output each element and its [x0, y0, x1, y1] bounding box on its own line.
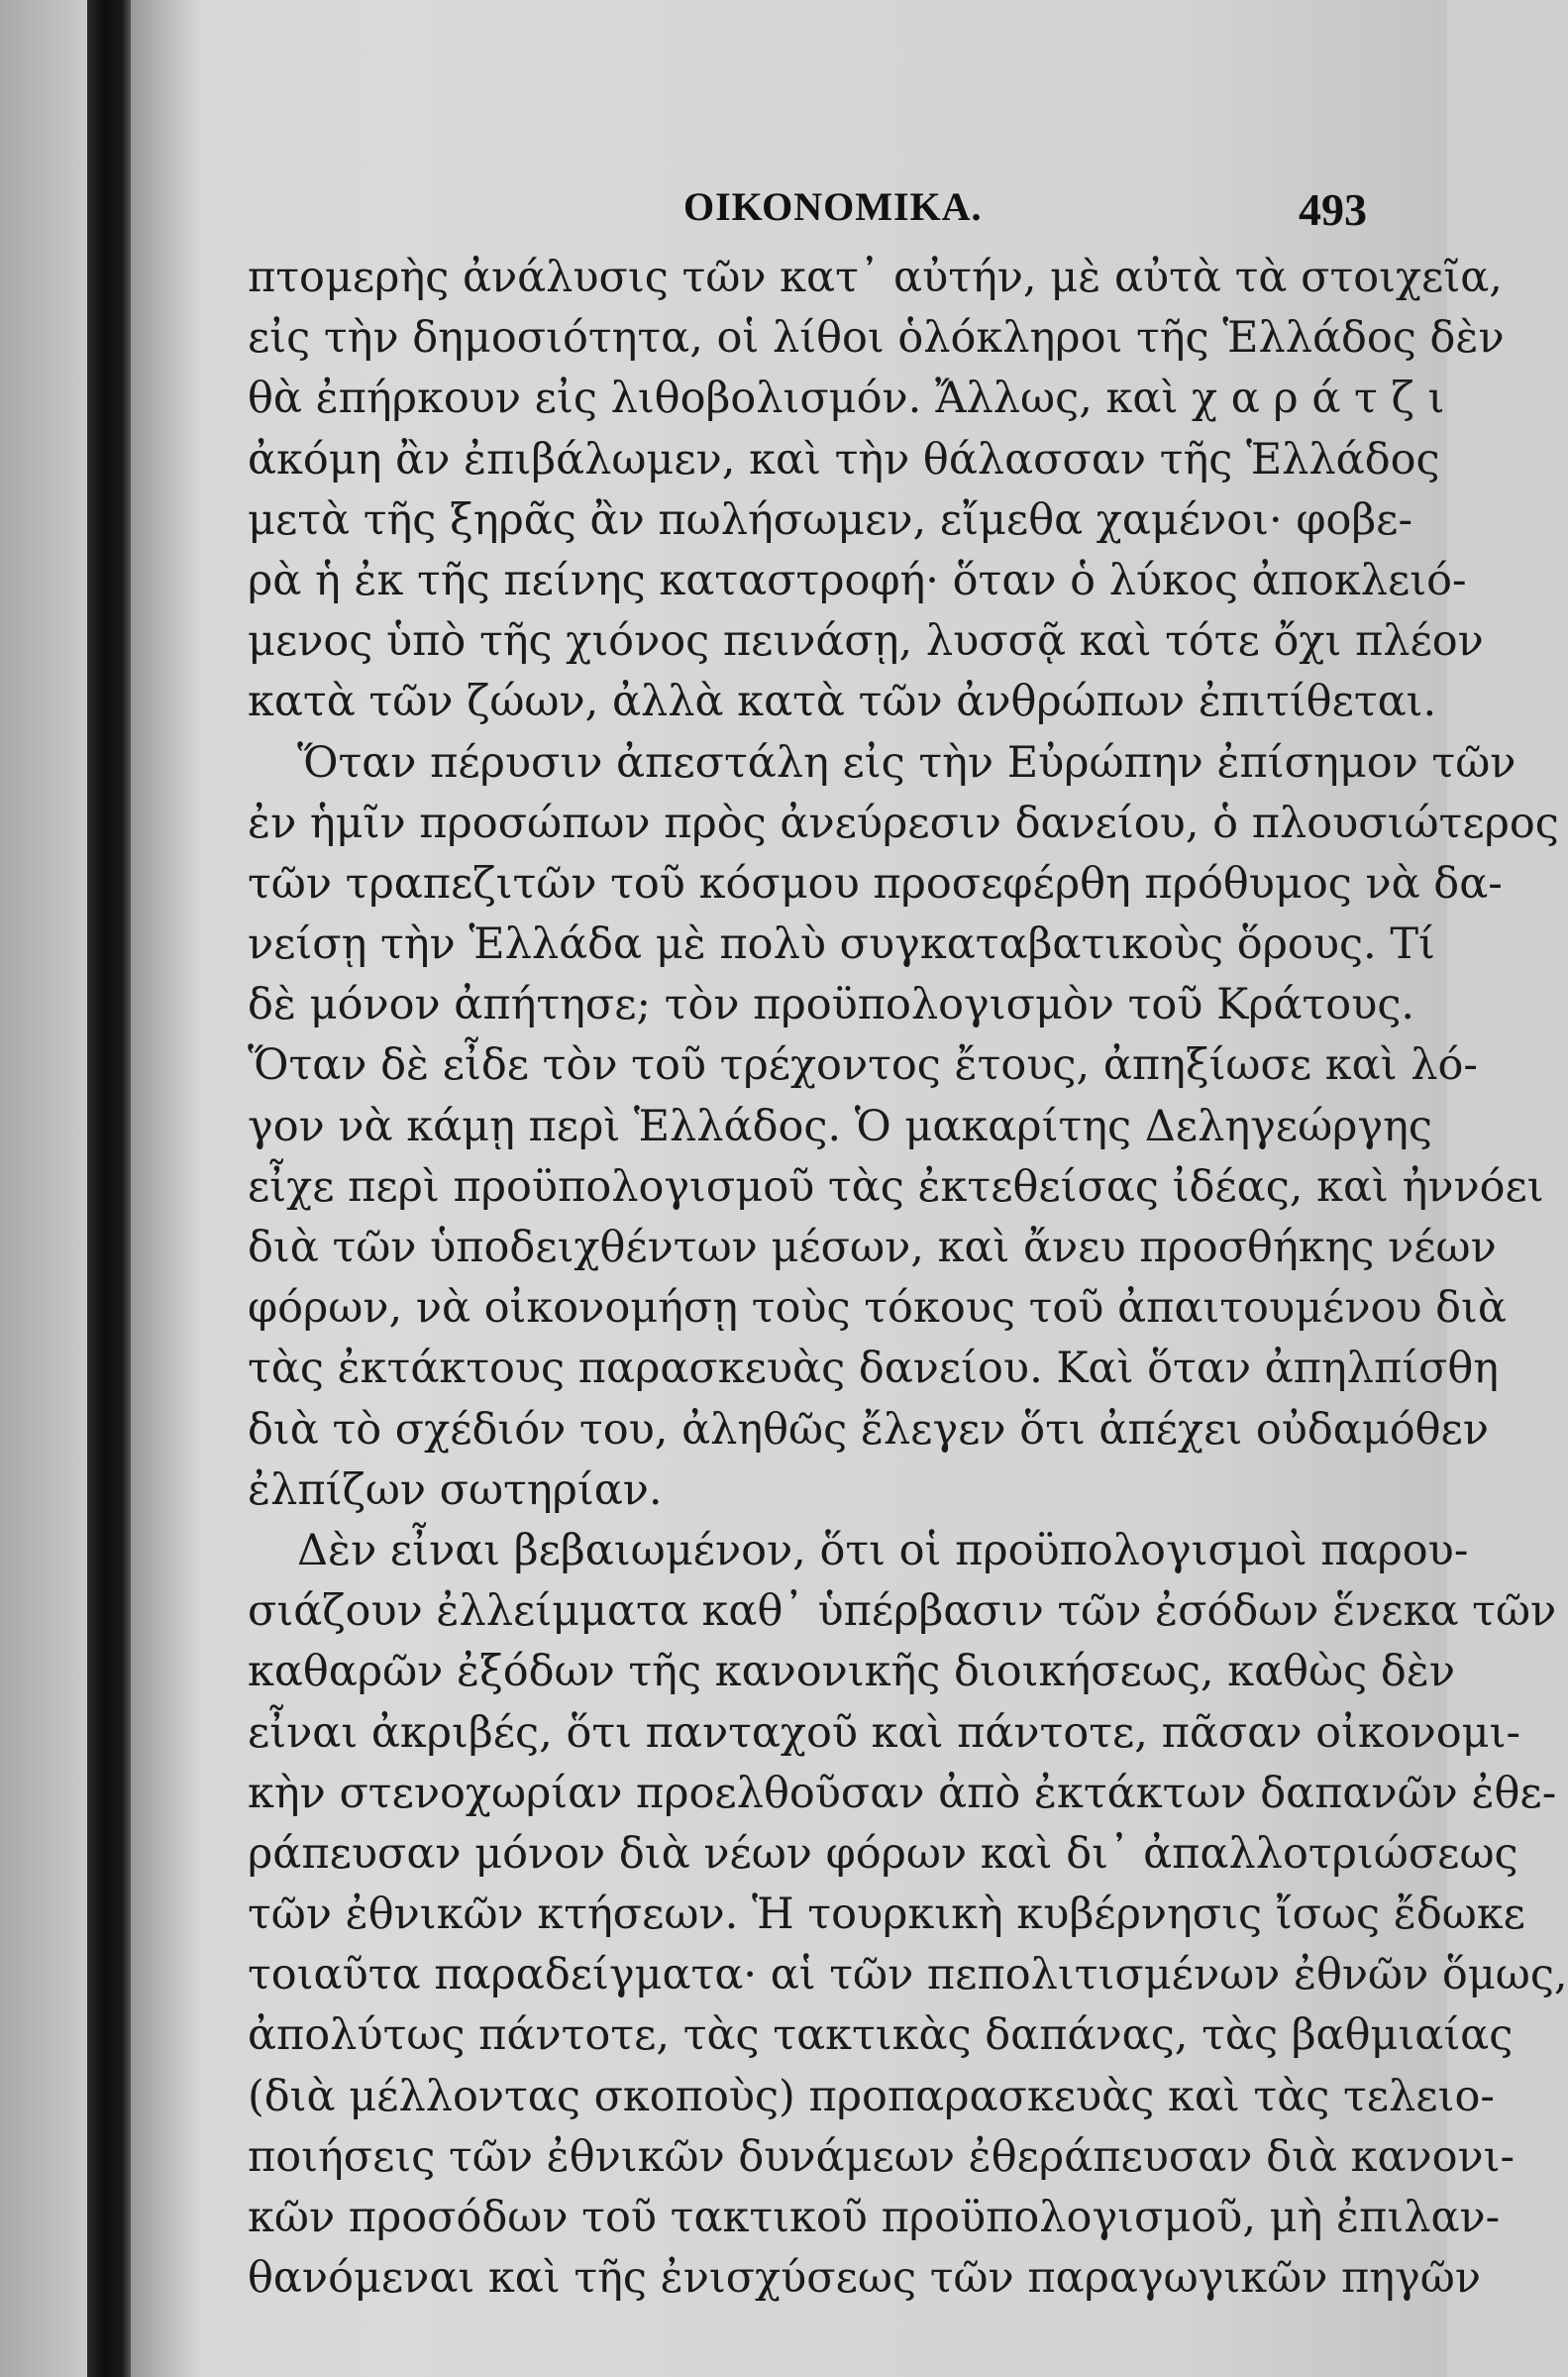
- text-line: διὰ τὸ σχέδιόν του, ἀληθῶς ἔλεγεν ὅτι ἀπέχει οὐδαμόθεν: [248, 1404, 1489, 1455]
- text-line: Ὅταν δὲ εἶδε τὸν τοῦ τρέχοντος ἔτους, ἀπηξίωσε καὶ λό-: [248, 1040, 1478, 1091]
- text-line: ἐν ἡμῖν προσώπων πρὸς ἀνεύρεσιν δανείου, ὁ πλουσιώτερος: [248, 798, 1559, 848]
- text-line: ἀπολύτως πάντοτε, τὰς τακτικὰς δαπάνας, τὰς βαθμιαίας: [248, 2010, 1514, 2061]
- text-line: τῶν τραπεζιτῶν τοῦ κόσμου προσεφέρθη πρόθυμος νὰ δα-: [248, 858, 1503, 909]
- text-line: (διὰ μέλλοντας σκοποὺς) προπαρασκευὰς καὶ τὰς τελειο-: [248, 2071, 1495, 2121]
- text-line: εἰς τὴν δημοσιότητα, οἱ λίθοι ὁλόκληροι τῆς Ἑλλάδος δὲν: [248, 313, 1505, 364]
- text-line: θὰ ἐπήρκουν εἰς λιθοβολισμόν. Ἄλλως, καὶ χ α ρ ά τ ζ ι: [248, 374, 1445, 424]
- text-line: Ὅταν πέρυσιν ἀπεστάλη εἰς τὴν Εὐρώπην ἐπίσημον τῶν: [297, 737, 1516, 788]
- running-head: ΟΙΚΟΝΟΜΙΚΑ.: [683, 184, 983, 229]
- text-line: σιάζουν ἐλλείμματα καθ᾽ ὑπέρβασιν τῶν ἐσόδων ἕνεκα τῶν: [248, 1586, 1557, 1637]
- text-line: κατὰ τῶν ζώων, ἀλλὰ κατὰ τῶν ἀνθρώπων ἐπιτίθεται.: [248, 677, 1437, 727]
- text-line: εἶναι ἀκριβές, ὅτι πανταχοῦ καὶ πάντοτε, πᾶσαν οἰκονομι-: [248, 1707, 1521, 1758]
- text-line: τῶν ἐθνικῶν κτήσεων. Ἡ τουρκικὴ κυβέρνησις ἴσως ἔδωκε: [248, 1890, 1525, 1940]
- text-line: μενος ὑπὸ τῆς χιόνος πεινάσῃ, λυσσᾷ καὶ τότε ὄχι πλέον: [248, 616, 1484, 667]
- text-line: τὰς ἐκτάκτους παρασκευὰς δανείου. Καὶ ὅταν ἀπηλπίσθη: [248, 1344, 1500, 1394]
- text-line: διὰ τῶν ὑποδειχθέντων μέσων, καὶ ἄνευ προσθήκης νέων: [248, 1223, 1497, 1272]
- text-line: ράπευσαν μόνον διὰ νέων φόρων καὶ δι᾽ ἀπαλλοτριώσεως: [248, 1828, 1518, 1879]
- text-line: κῶν προσόδων τοῦ τακτικοῦ προϋπολογισμοῦ, μὴ ἐπιλαν-: [248, 2193, 1501, 2242]
- text-line: ρὰ ἡ ἐκ τῆς πείνης καταστροφή· ὅταν ὁ λύκος ἀποκλειό-: [248, 555, 1467, 605]
- text-line: δὲ μόνον ἀπήτησε; τὸν προϋπολογισμὸν τοῦ Κράτους.: [248, 980, 1415, 1030]
- text-line: Δὲν εἶναι βεβαιωμένον, ὅτι οἱ προϋπολογισμοὶ παρου-: [297, 1525, 1469, 1575]
- text-line: ἐλπίζων σωτηρίαν.: [248, 1464, 663, 1515]
- text-line: νείσῃ τὴν Ἑλλάδα μὲ πολὺ συγκαταβατικοὺς ὅρους. Τί: [248, 919, 1435, 970]
- facing-page-edge: [0, 0, 87, 2377]
- body-text: [248, 248, 1568, 2309]
- text-line: φόρων, νὰ οἰκονομήσῃ τοὺς τόκους τοῦ ἀπαιτουμένου διὰ: [248, 1283, 1507, 1334]
- text-line: γον νὰ κάμῃ περὶ Ἑλλάδος. Ὁ μακαρίτης Δεληγεώργης: [248, 1101, 1432, 1151]
- gutter-shadow: [131, 0, 200, 2377]
- text-line: κὴν στενοχωρίαν προελθοῦσαν ἀπὸ ἐκτάκτων δαπανῶν ἐθε-: [248, 1768, 1557, 1818]
- text-line: πτομερὴς ἀνάλυσις τῶν κατ᾽ αὐτήν, μὲ αὐτὰ τὰ στοιχεῖα,: [248, 253, 1503, 302]
- page-number: 493: [1299, 184, 1367, 235]
- text-line: τοιαῦτα παραδείγματα· αἱ τῶν πεπολιτισμένων ἐθνῶν ὅμως,: [248, 1950, 1568, 2000]
- text-line: εἶχε περὶ προϋπολογισμοῦ τὰς ἐκτεθείσας ἰδέας, καὶ ἠννόει: [248, 1161, 1544, 1212]
- text-line: καθαρῶν ἐξόδων τῆς κανονικῆς διοικήσεως, καθὼς δὲν: [248, 1647, 1455, 1697]
- book-gutter: [87, 0, 131, 2377]
- text-line: ποιήσεις τῶν ἐθνικῶν δυνάμεων ἐθεράπευσαν διὰ κανονι-: [248, 2131, 1516, 2182]
- text-line: θανόμεναι καὶ τῆς ἐνισχύσεως τῶν παραγωγικῶν πηγῶν: [248, 2253, 1481, 2304]
- text-line: ἀκόμη ἂν ἐπιβάλωμεν, καὶ τὴν θάλασσαν τῆς Ἑλλάδος: [248, 434, 1440, 485]
- text-line: μετὰ τῆς ξηρᾶς ἂν πωλήσωμεν, εἴμεθα χαμένοι· φοβε-: [248, 494, 1412, 545]
- page-header: [248, 183, 1367, 243]
